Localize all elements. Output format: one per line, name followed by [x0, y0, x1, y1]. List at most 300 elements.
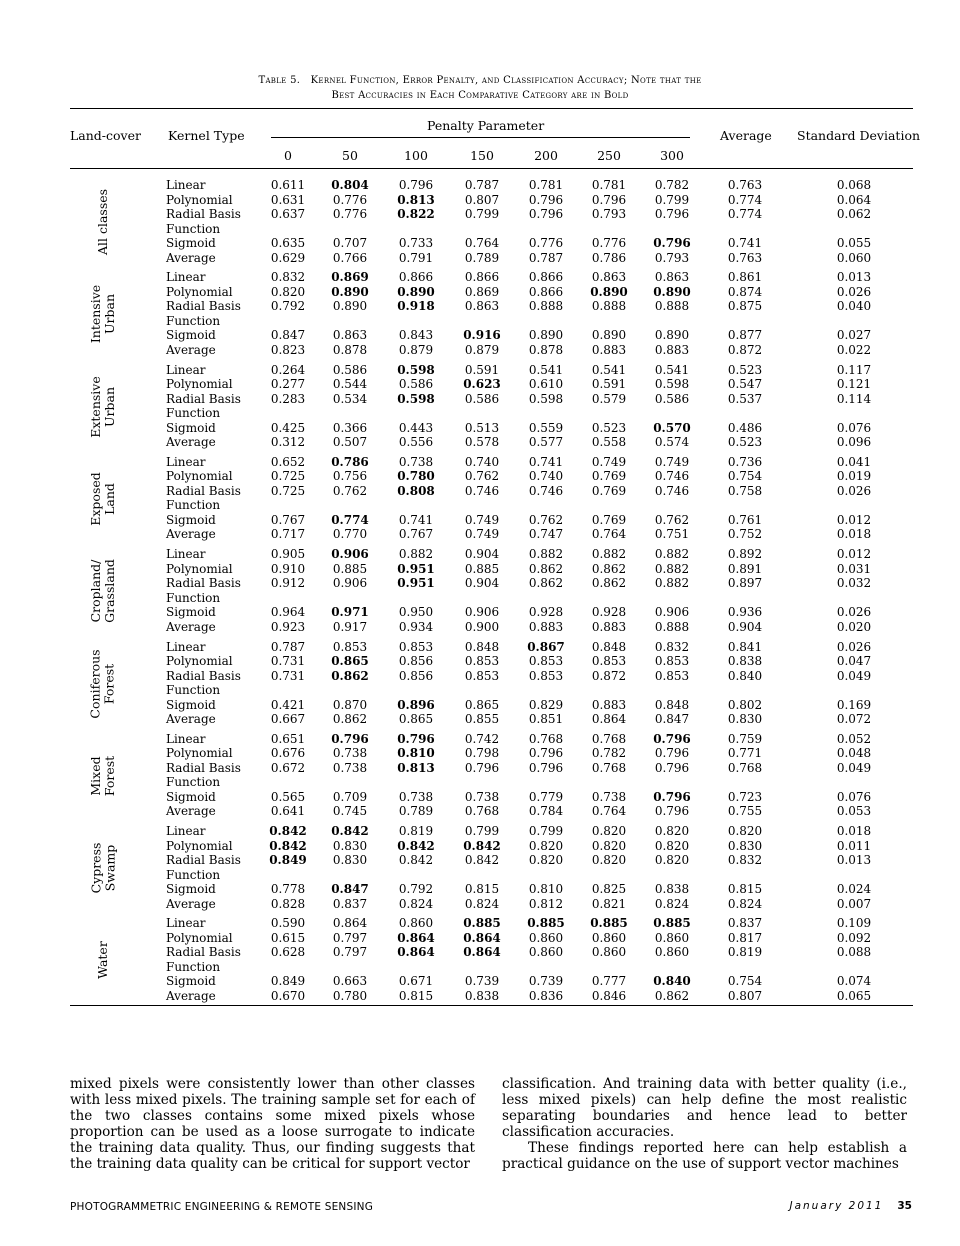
accuracy-cell: 0.769 — [591, 483, 627, 498]
average-cell: 0.904 — [727, 619, 763, 634]
table-row — [70, 251, 913, 266]
accuracy-cell: 0.796 — [528, 760, 564, 775]
accuracy-cell: 0.848 — [591, 639, 627, 654]
accuracy-cell: 0.870 — [332, 697, 368, 712]
accuracy-cell: 0.764 — [591, 804, 627, 819]
landcover-group — [70, 640, 913, 728]
accuracy-cell: 0.746 — [464, 483, 500, 498]
table-row — [70, 698, 913, 713]
kernel-type-cell: Sigmoid — [166, 512, 216, 527]
accuracy-cell: 0.747 — [528, 527, 564, 542]
accuracy-cell: 0.910 — [270, 561, 306, 576]
accuracy-cell: 0.849 — [270, 974, 306, 989]
accuracy-cell: 0.971 — [331, 605, 369, 620]
accuracy-cell: 0.950 — [398, 605, 434, 620]
accuracy-cell: 0.611 — [270, 178, 306, 192]
body-column-right — [502, 1076, 907, 1172]
average-cell: 0.741 — [727, 236, 763, 250]
kernel-type-cell: Radial Basis — [166, 945, 241, 960]
std-dev-cell: 0.040 — [836, 299, 872, 314]
std-dev-cell: 0.007 — [836, 896, 872, 911]
accuracy-cell: 0.570 — [653, 420, 691, 435]
accuracy-cell: 0.934 — [398, 619, 434, 634]
penalty-header-50: 50 — [342, 148, 358, 163]
accuracy-cell: 0.574 — [654, 435, 690, 450]
accuracy-cell: 0.853 — [398, 639, 434, 654]
std-dev-cell: 0.169 — [836, 697, 872, 712]
accuracy-cell: 0.862 — [528, 576, 564, 591]
average-cell: 0.837 — [727, 916, 763, 931]
average-cell: 0.824 — [727, 896, 763, 911]
accuracy-cell: 0.820 — [270, 284, 306, 299]
accuracy-cell: 0.738 — [398, 789, 434, 804]
accuracy-cell: 0.672 — [270, 760, 306, 775]
kernel-type-cell: Polynomial — [166, 377, 233, 392]
footer-journal: PHOTOGRAMMETRIC ENGINEERING & REMOTE SENSING — [70, 1201, 374, 1213]
accuracy-cell: 0.796 — [528, 207, 564, 221]
table-row — [70, 178, 913, 193]
accuracy-cell: 0.768 — [528, 731, 564, 746]
average-cell: 0.754 — [727, 469, 763, 484]
accuracy-cell: 0.883 — [591, 697, 627, 712]
accuracy-cell: 0.864 — [463, 930, 501, 945]
body-paragraph-right-2: These findings reported here can help establish a practical guidance on the use of support vector machines — [502, 1140, 907, 1172]
std-dev-cell: 0.049 — [836, 668, 872, 683]
accuracy-cell: 0.864 — [397, 945, 435, 960]
accuracy-cell: 0.916 — [463, 328, 501, 343]
landcover-label-line: Urban — [102, 294, 117, 335]
average-cell: 0.830 — [727, 838, 763, 853]
accuracy-cell: 0.810 — [397, 746, 435, 761]
accuracy-cell: 0.862 — [332, 712, 368, 726]
average-cell: 0.802 — [727, 697, 763, 712]
accuracy-cell: 0.866 — [528, 270, 564, 285]
accuracy-cell: 0.896 — [397, 697, 435, 712]
accuracy-cell: 0.628 — [270, 945, 306, 960]
landcover-group — [70, 547, 913, 635]
accuracy-cell: 0.951 — [397, 576, 435, 591]
table-row — [70, 193, 913, 208]
accuracy-cell: 0.796 — [654, 760, 690, 775]
kernel-type-cell: Polynomial — [166, 469, 233, 484]
accuracy-cell: 0.917 — [332, 619, 368, 634]
accuracy-cell: 0.776 — [528, 236, 564, 250]
accuracy-cell: 0.740 — [464, 454, 500, 469]
accuracy-cell: 0.786 — [591, 250, 627, 265]
table-row — [70, 669, 913, 684]
average-cell: 0.817 — [727, 930, 763, 945]
table-row — [70, 654, 913, 669]
accuracy-cell: 0.637 — [270, 207, 306, 221]
average-cell: 0.872 — [727, 342, 763, 357]
accuracy-cell: 0.796 — [464, 760, 500, 775]
accuracy-cell: 0.742 — [464, 731, 500, 746]
accuracy-cell: 0.853 — [332, 639, 368, 654]
accuracy-cell: 0.888 — [528, 299, 564, 314]
accuracy-cell: 0.853 — [528, 654, 564, 668]
accuracy-cell: 0.578 — [464, 435, 500, 450]
average-cell: 0.537 — [727, 391, 763, 406]
accuracy-cell: 0.769 — [591, 469, 627, 484]
landcover-label-line: Urban — [102, 386, 117, 427]
accuracy-cell: 0.791 — [398, 250, 434, 265]
landcover-group — [70, 916, 913, 1004]
table-row — [70, 576, 913, 591]
table-row — [70, 732, 913, 747]
std-dev-cell: 0.072 — [836, 712, 872, 726]
table-row — [70, 931, 913, 946]
kernel-type-cell: Linear — [166, 454, 206, 469]
accuracy-cell: 0.820 — [591, 838, 627, 853]
accuracy-cell: 0.866 — [398, 270, 434, 285]
accuracy-cell: 0.815 — [398, 988, 434, 1003]
accuracy-cell: 0.651 — [270, 731, 306, 746]
accuracy-cell: 0.667 — [270, 712, 306, 726]
table-row — [70, 285, 913, 300]
accuracy-cell: 0.842 — [398, 853, 434, 868]
accuracy-cell: 0.767 — [398, 527, 434, 542]
accuracy-cell: 0.781 — [528, 178, 564, 192]
accuracy-cell: 0.796 — [397, 731, 435, 746]
accuracy-cell: 0.842 — [331, 824, 369, 839]
landcover-group — [70, 732, 913, 820]
accuracy-cell: 0.425 — [270, 420, 306, 435]
accuracy-cell: 0.725 — [270, 469, 306, 484]
accuracy-cell: 0.792 — [270, 299, 306, 314]
accuracy-cell: 0.830 — [332, 853, 368, 868]
average-cell: 0.838 — [727, 654, 763, 668]
average-cell: 0.774 — [727, 207, 763, 221]
std-dev-cell: 0.060 — [836, 250, 872, 265]
accuracy-cell: 0.762 — [464, 469, 500, 484]
accuracy-cell: 0.842 — [463, 838, 501, 853]
table-row — [70, 377, 913, 392]
accuracy-cell: 0.813 — [397, 192, 435, 207]
average-cell: 0.841 — [727, 639, 763, 654]
accuracy-cell: 0.837 — [332, 896, 368, 911]
accuracy-cell: 0.768 — [464, 804, 500, 819]
accuracy-cell: 0.869 — [331, 270, 369, 285]
accuracy-cell: 0.860 — [654, 945, 690, 960]
accuracy-cell: 0.890 — [331, 284, 369, 299]
accuracy-cell: 0.796 — [654, 804, 690, 819]
kernel-type-cell-continued: Function — [166, 775, 221, 790]
accuracy-cell: 0.792 — [398, 882, 434, 897]
std-dev-cell: 0.053 — [836, 804, 872, 819]
std-dev-cell: 0.026 — [836, 284, 872, 299]
accuracy-cell: 0.796 — [654, 746, 690, 761]
accuracy-cell: 0.764 — [464, 236, 500, 250]
accuracy-cell: 0.590 — [270, 916, 306, 931]
accuracy-cell: 0.799 — [464, 824, 500, 839]
kernel-type-cell-continued: Function — [166, 221, 221, 236]
accuracy-cell: 0.789 — [464, 250, 500, 265]
kernel-type-cell: Linear — [166, 362, 206, 377]
average-cell: 0.897 — [727, 576, 763, 591]
average-cell: 0.892 — [727, 547, 763, 562]
accuracy-cell: 0.283 — [270, 391, 306, 406]
header-kernel-type: Kernel Type — [168, 128, 245, 143]
accuracy-cell: 0.741 — [398, 512, 434, 527]
table-row — [70, 421, 913, 436]
accuracy-cell: 0.862 — [591, 576, 627, 591]
accuracy-cell: 0.863 — [464, 299, 500, 314]
accuracy-cell: 0.762 — [332, 483, 368, 498]
penalty-header-200: 200 — [534, 148, 558, 163]
kernel-type-cell: Linear — [166, 731, 206, 746]
accuracy-cell: 0.865 — [331, 654, 369, 668]
accuracy-cell: 0.556 — [398, 435, 434, 450]
std-dev-cell: 0.055 — [836, 236, 872, 250]
accuracy-cell: 0.860 — [528, 930, 564, 945]
kernel-type-cell: Average — [166, 804, 216, 819]
average-cell: 0.771 — [727, 746, 763, 761]
accuracy-cell: 0.762 — [654, 512, 690, 527]
accuracy-cell: 0.824 — [398, 896, 434, 911]
table-row — [70, 484, 913, 499]
average-cell: 0.874 — [727, 284, 763, 299]
kernel-type-cell: Polynomial — [166, 838, 233, 853]
average-cell: 0.754 — [727, 974, 763, 989]
accuracy-cell: 0.864 — [463, 945, 501, 960]
accuracy-cell: 0.864 — [591, 712, 627, 726]
table-row — [70, 299, 913, 314]
accuracy-cell: 0.799 — [528, 824, 564, 839]
accuracy-cell: 0.709 — [332, 789, 368, 804]
accuracy-cell: 0.796 — [654, 207, 690, 221]
average-cell: 0.723 — [727, 789, 763, 804]
kernel-type-cell: Sigmoid — [166, 697, 216, 712]
accuracy-cell: 0.786 — [331, 454, 369, 469]
accuracy-cell: 0.746 — [528, 483, 564, 498]
accuracy-cell: 0.866 — [464, 270, 500, 285]
accuracy-cell: 0.885 — [590, 916, 628, 931]
std-dev-cell: 0.096 — [836, 435, 872, 450]
accuracy-cell: 0.787 — [464, 178, 500, 192]
accuracy-cell: 0.598 — [654, 377, 690, 392]
average-cell: 0.830 — [727, 712, 763, 726]
accuracy-cell: 0.764 — [591, 527, 627, 542]
kernel-type-cell: Radial Basis — [166, 483, 241, 498]
table-row — [70, 363, 913, 378]
kernel-type-cell: Radial Basis — [166, 299, 241, 314]
std-dev-cell: 0.049 — [836, 760, 872, 775]
header-standard-deviation: Standard Deviation — [797, 128, 921, 143]
table-row — [70, 974, 913, 989]
table-row — [70, 328, 913, 343]
accuracy-cell: 0.836 — [528, 988, 564, 1003]
accuracy-cell: 0.905 — [270, 547, 306, 562]
accuracy-cell: 0.855 — [464, 712, 500, 726]
std-dev-cell: 0.068 — [836, 178, 872, 192]
accuracy-cell: 0.586 — [332, 362, 368, 377]
accuracy-cell: 0.878 — [528, 342, 564, 357]
accuracy-cell: 0.851 — [528, 712, 564, 726]
kernel-type-cell: Polynomial — [166, 284, 233, 299]
accuracy-cell: 0.774 — [331, 512, 369, 527]
accuracy-cell: 0.264 — [270, 362, 306, 377]
accuracy-cell: 0.779 — [528, 789, 564, 804]
kernel-type-cell: Sigmoid — [166, 882, 216, 897]
accuracy-cell: 0.749 — [464, 512, 500, 527]
std-dev-cell: 0.117 — [836, 362, 872, 377]
kernel-type-cell: Linear — [166, 916, 206, 931]
accuracy-cell: 0.904 — [464, 547, 500, 562]
accuracy-cell: 0.769 — [591, 512, 627, 527]
std-dev-cell: 0.012 — [836, 547, 872, 562]
accuracy-cell: 0.862 — [528, 561, 564, 576]
accuracy-cell: 0.733 — [398, 236, 434, 250]
kernel-type-cell-continued: Function — [166, 406, 221, 421]
accuracy-cell: 0.738 — [464, 789, 500, 804]
accuracy-cell: 0.738 — [591, 789, 627, 804]
kernel-type-cell: Polynomial — [166, 930, 233, 945]
accuracy-cell: 0.853 — [654, 654, 690, 668]
accuracy-cell: 0.586 — [654, 391, 690, 406]
accuracy-cell: 0.928 — [591, 605, 627, 620]
accuracy-cell: 0.782 — [591, 746, 627, 761]
accuracy-cell: 0.879 — [398, 342, 434, 357]
accuracy-cell: 0.819 — [398, 824, 434, 839]
footer-right — [790, 1200, 913, 1212]
std-dev-cell: 0.019 — [836, 469, 872, 484]
accuracy-cell: 0.866 — [528, 284, 564, 299]
table-caption — [0, 73, 960, 103]
kernel-type-cell: Average — [166, 342, 216, 357]
std-dev-cell: 0.024 — [836, 882, 872, 897]
accuracy-cell: 0.838 — [464, 988, 500, 1003]
accuracy-cell: 0.756 — [332, 469, 368, 484]
accuracy-cell: 0.847 — [331, 882, 369, 897]
accuracy-cell: 0.812 — [528, 896, 564, 911]
std-dev-cell: 0.018 — [836, 824, 872, 839]
accuracy-cell: 0.796 — [653, 789, 691, 804]
landcover-label-line: All classes — [95, 188, 110, 256]
accuracy-cell: 0.793 — [654, 250, 690, 265]
table-row — [70, 746, 913, 761]
accuracy-cell: 0.882 — [398, 547, 434, 562]
std-dev-cell: 0.013 — [836, 270, 872, 285]
landcover-label-line: Forest — [102, 663, 118, 704]
kernel-type-cell: Radial Basis — [166, 576, 241, 591]
accuracy-cell: 0.591 — [464, 362, 500, 377]
kernel-type-cell-continued: Function — [166, 683, 221, 697]
average-cell: 0.877 — [727, 328, 763, 343]
accuracy-cell: 0.862 — [654, 988, 690, 1003]
accuracy-cell: 0.872 — [591, 668, 627, 683]
accuracy-cell: 0.820 — [654, 824, 690, 839]
kernel-type-cell: Sigmoid — [166, 974, 216, 989]
accuracy-cell: 0.918 — [397, 299, 435, 314]
accuracy-cell: 0.559 — [528, 420, 564, 435]
average-cell: 0.486 — [727, 420, 763, 435]
accuracy-cell: 0.813 — [397, 760, 435, 775]
average-cell: 0.523 — [727, 435, 763, 450]
table-row — [70, 513, 913, 528]
accuracy-cell: 0.890 — [653, 284, 691, 299]
table-row — [70, 547, 913, 562]
penalty-header-100: 100 — [404, 148, 428, 163]
std-dev-cell: 0.121 — [836, 377, 872, 392]
accuracy-cell: 0.882 — [654, 576, 690, 591]
accuracy-cell: 0.849 — [269, 853, 307, 868]
accuracy-cell: 0.541 — [654, 362, 690, 377]
average-cell: 0.936 — [727, 605, 763, 620]
table-row — [70, 640, 913, 655]
accuracy-cell: 0.598 — [528, 391, 564, 406]
kernel-type-cell: Polynomial — [166, 654, 233, 668]
accuracy-cell: 0.781 — [591, 178, 627, 192]
accuracy-cell: 0.746 — [654, 483, 690, 498]
kernel-type-cell: Radial Basis — [166, 391, 241, 406]
accuracy-cell: 0.820 — [591, 824, 627, 839]
accuracy-cell: 0.577 — [528, 435, 564, 450]
std-dev-cell: 0.026 — [836, 605, 872, 620]
accuracy-cell: 0.820 — [528, 838, 564, 853]
accuracy-cell: 0.799 — [654, 192, 690, 207]
header-landcover: Land-cover — [70, 128, 141, 143]
accuracy-cell: 0.890 — [654, 328, 690, 343]
accuracy-cell: 0.860 — [528, 945, 564, 960]
accuracy-cell: 0.904 — [464, 576, 500, 591]
accuracy-cell: 0.882 — [528, 547, 564, 562]
accuracy-cell: 0.883 — [654, 342, 690, 357]
accuracy-cell: 0.810 — [528, 882, 564, 897]
accuracy-cell: 0.846 — [591, 988, 627, 1003]
accuracy-cell: 0.717 — [270, 527, 306, 542]
std-dev-cell: 0.031 — [836, 561, 872, 576]
accuracy-cell: 0.751 — [654, 527, 690, 542]
accuracy-cell: 0.738 — [332, 746, 368, 761]
penalty-header-rule — [271, 137, 690, 138]
accuracy-cell: 0.821 — [591, 896, 627, 911]
table-row — [70, 945, 913, 960]
std-dev-cell: 0.011 — [836, 838, 872, 853]
accuracy-cell: 0.598 — [397, 391, 435, 406]
accuracy-cell: 0.823 — [270, 342, 306, 357]
accuracy-cell: 0.912 — [270, 576, 306, 591]
accuracy-cell: 0.856 — [398, 668, 434, 683]
footer-date: January 2011 — [789, 1200, 884, 1212]
accuracy-cell: 0.804 — [331, 178, 369, 192]
table-bottom-rule — [70, 1005, 913, 1006]
accuracy-cell: 0.443 — [398, 420, 434, 435]
accuracy-cell: 0.906 — [654, 605, 690, 620]
header-penalty-parameter: Penalty Parameter — [427, 118, 545, 133]
table-row — [70, 455, 913, 470]
table-row — [70, 270, 913, 285]
accuracy-cell: 0.853 — [528, 668, 564, 683]
average-cell: 0.891 — [727, 561, 763, 576]
average-cell: 0.758 — [727, 483, 763, 498]
accuracy-cell: 0.787 — [528, 250, 564, 265]
landcover-label-line: Intensive — [88, 285, 103, 344]
landcover-label-line: Land — [102, 482, 118, 515]
table-row — [70, 824, 913, 839]
accuracy-cell: 0.277 — [270, 377, 306, 392]
average-cell: 0.755 — [727, 804, 763, 819]
std-dev-cell: 0.076 — [836, 420, 872, 435]
std-dev-cell: 0.109 — [836, 916, 872, 931]
accuracy-cell: 0.731 — [270, 654, 306, 668]
accuracy-cell: 0.670 — [270, 988, 306, 1003]
accuracy-cell: 0.842 — [269, 824, 307, 839]
kernel-type-cell: Radial Basis — [166, 760, 241, 775]
kernel-type-cell-continued: Function — [166, 498, 221, 513]
accuracy-cell: 0.615 — [270, 930, 306, 945]
std-dev-cell: 0.013 — [836, 853, 872, 868]
accuracy-cell: 0.828 — [270, 896, 306, 911]
